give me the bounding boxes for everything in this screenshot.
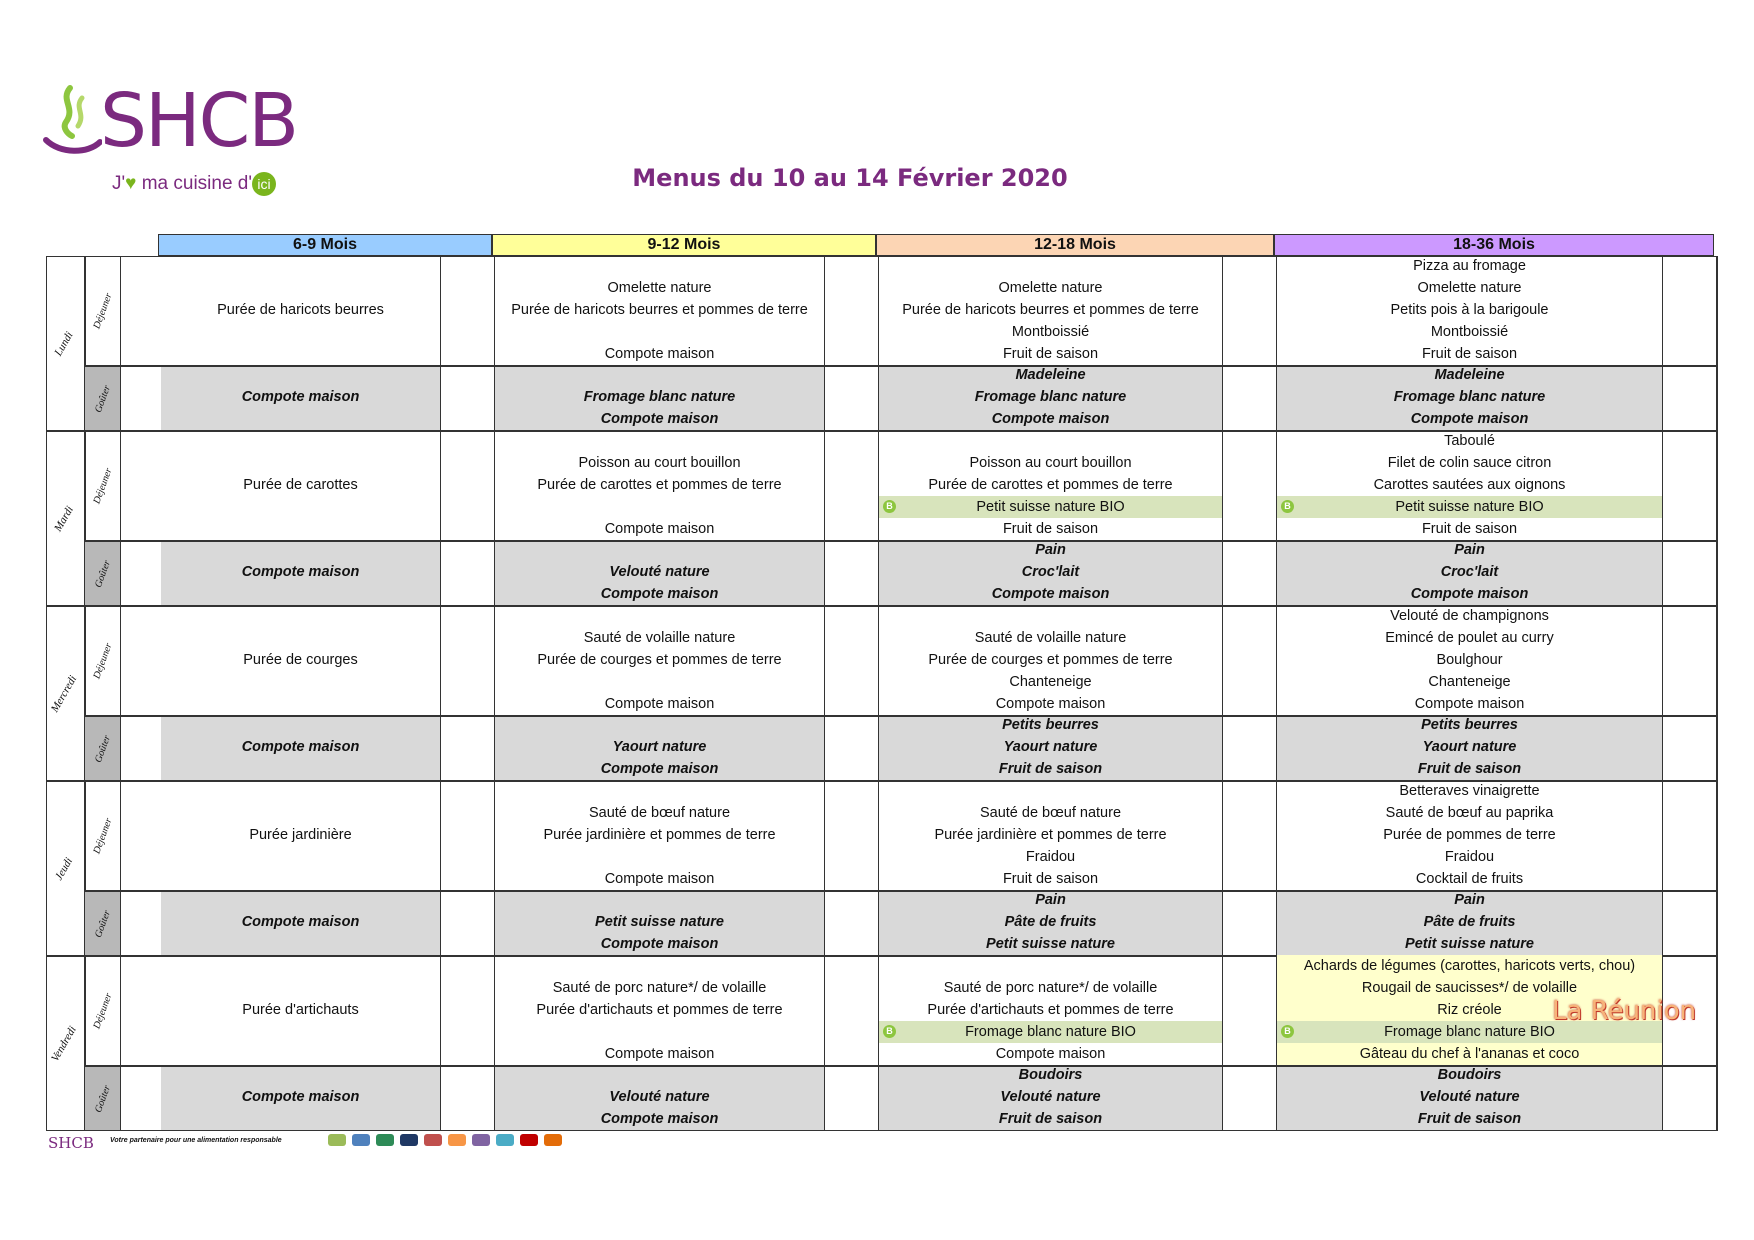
menu-item: Fromage blanc nature BIO xyxy=(965,1024,1136,1040)
menu-item: Velouté nature xyxy=(1419,1089,1520,1105)
menu-item: Fromage blanc nature xyxy=(583,389,736,405)
age-header: 9-12 Mois xyxy=(492,234,876,256)
menu-cell xyxy=(879,367,1277,430)
menu-cell xyxy=(1277,367,1717,430)
meal-label: Déjeuner xyxy=(90,816,115,856)
menu-item: Sauté de bœuf nature xyxy=(979,805,1122,821)
menu-item: Croc'lait xyxy=(1021,564,1080,580)
menu-item: Petits beurres xyxy=(1421,717,1518,733)
label-icon xyxy=(472,1134,490,1146)
menu-cell xyxy=(495,542,879,605)
menu-item: Purée d'artichauts xyxy=(242,1002,359,1018)
menu-item: Purée jardinière et pommes de terre xyxy=(934,827,1167,843)
menu-item: Rougail de saucisses*/ de volaille xyxy=(1361,980,1578,996)
menu-cell xyxy=(161,432,495,540)
menu-item: Achards de légumes (carottes, haricots verts, chou) xyxy=(1303,958,1636,974)
menu-cell xyxy=(495,957,879,1065)
meal-label: Déjeuner xyxy=(90,466,115,506)
menu-item: Velouté nature xyxy=(609,564,710,580)
menu-item: Compote maison xyxy=(604,1046,715,1062)
menu-item: Purée de carottes xyxy=(243,477,358,493)
menu-item: Pain xyxy=(1035,542,1066,558)
menu-item: Fruit de saison xyxy=(998,761,1103,777)
menu-item: Taboulé xyxy=(1444,433,1495,449)
menu-item: Velouté de champignons xyxy=(1390,608,1549,624)
menu-item: Purée d'artichauts et pommes de terre xyxy=(536,1002,783,1018)
menu-item: Petits beurres xyxy=(1002,717,1099,733)
menu-item: Purée d'artichauts et pommes de terre xyxy=(927,1002,1174,1018)
gouter-row xyxy=(84,541,1718,606)
bio-icon: B xyxy=(1281,1025,1294,1038)
menu-item: Madeleine xyxy=(1015,367,1086,383)
menu-item: Pizza au fromage xyxy=(1413,258,1526,274)
dejeuner-row xyxy=(84,956,1718,1066)
menu-item: Pain xyxy=(1454,892,1485,908)
label-icon xyxy=(352,1134,370,1146)
menu-item: Petit suisse nature BIO xyxy=(976,499,1125,515)
menu-item: Fromage blanc nature BIO xyxy=(1384,1024,1555,1040)
menu-item: Petit suisse nature xyxy=(986,936,1115,952)
menu-item: Boulghour xyxy=(1436,652,1503,668)
menu-cell xyxy=(879,892,1277,955)
menu-cell xyxy=(1277,542,1717,605)
menu-cell xyxy=(161,607,495,715)
day-label-mercredi: Mercredi xyxy=(46,606,86,781)
shcb-logo xyxy=(42,78,332,204)
menu-item: Compote maison xyxy=(241,1089,360,1105)
meal-label: Goûter xyxy=(92,733,113,764)
bio-icon: B xyxy=(883,1025,896,1038)
menu-cell xyxy=(879,542,1277,605)
age-header: 12-18 Mois xyxy=(876,234,1274,256)
menu-cell xyxy=(495,257,879,365)
menu-item: Fraidou xyxy=(1444,849,1495,865)
menu-item: Sauté de porc nature*/ de volaille xyxy=(943,980,1158,996)
menu-item: Velouté nature xyxy=(1000,1089,1101,1105)
menu-item: Chanteneige xyxy=(1428,674,1511,690)
menu-item: Montboissié xyxy=(1430,324,1509,340)
label-icon xyxy=(424,1134,442,1146)
gouter-row xyxy=(84,716,1718,781)
menu-item: Compote maison xyxy=(600,936,719,952)
label-icon xyxy=(328,1134,346,1146)
label-icon xyxy=(496,1134,514,1146)
meal-label: Goûter xyxy=(92,908,113,939)
menu-cell xyxy=(879,717,1277,780)
menu-item: Filet de colin sauce citron xyxy=(1387,455,1552,471)
menu-item: Petit suisse nature BIO xyxy=(1395,499,1544,515)
menu-cell xyxy=(161,1067,495,1130)
steam-icon xyxy=(42,84,102,164)
menu-cell xyxy=(1277,782,1717,890)
menu-cell xyxy=(495,432,879,540)
menu-item: Compote maison xyxy=(1414,696,1525,712)
menu-item: Compote maison xyxy=(604,696,715,712)
menu-item: Montboissié xyxy=(1011,324,1090,340)
menu-item: Boudoirs xyxy=(1018,1067,1083,1083)
footer-brand: SHCB xyxy=(48,1134,94,1152)
menu-cell xyxy=(161,957,495,1065)
menu-item: Poisson au court bouillon xyxy=(578,455,741,471)
menu-item: Compote maison xyxy=(600,411,719,427)
day-label-vendredi: Vendredi xyxy=(46,956,86,1131)
menu-item: Fruit de saison xyxy=(1417,1111,1522,1127)
meal-label: Déjeuner xyxy=(90,291,115,331)
gouter-row xyxy=(84,366,1718,431)
dejeuner-row xyxy=(84,431,1718,541)
menu-item: Compote maison xyxy=(604,871,715,887)
menu-item: Fruit de saison xyxy=(1421,346,1518,362)
menu-cell xyxy=(495,367,879,430)
menu-item: Purée de courges et pommes de terre xyxy=(537,652,782,668)
menu-cell xyxy=(879,607,1277,715)
menu-item: Purée de courges et pommes de terre xyxy=(928,652,1173,668)
menu-item: Petit suisse nature xyxy=(595,914,724,930)
menu-item: Carottes sautées aux oignons xyxy=(1373,477,1566,493)
menu-item: Compote maison xyxy=(600,1111,719,1127)
menu-item: Fromage blanc nature xyxy=(1393,389,1546,405)
menu-item: Fruit de saison xyxy=(1417,761,1522,777)
menu-item: Fruit de saison xyxy=(1421,521,1518,537)
day-label-mardi: Mardi xyxy=(46,431,86,606)
menu-item: Compote maison xyxy=(1410,411,1529,427)
menu-item: Compote maison xyxy=(600,586,719,602)
menu-item: Compote maison xyxy=(991,586,1110,602)
menu-cell xyxy=(1277,892,1717,955)
menu-item: Purée de carottes et pommes de terre xyxy=(537,477,782,493)
label-icon xyxy=(376,1134,394,1146)
gouter-row xyxy=(84,1066,1718,1131)
menu-item: Yaourt nature xyxy=(612,739,707,755)
logo-tagline: J'♥ ma cuisine d' ici xyxy=(112,172,276,196)
meal-label: Goûter xyxy=(92,1083,113,1114)
menu-item: Purée de courges xyxy=(243,652,358,668)
menu-item: Compote maison xyxy=(1410,586,1529,602)
menu-item: Fruit de saison xyxy=(1002,521,1099,537)
menu-cell xyxy=(879,957,1277,1065)
menu-item: Purée de pommes de terre xyxy=(1383,827,1556,843)
menu-item: Yaourt nature xyxy=(1422,739,1517,755)
bio-icon: B xyxy=(883,500,896,513)
menu-cell xyxy=(495,782,879,890)
heart-icon: ♥ xyxy=(125,173,137,194)
age-header: 18-36 Mois xyxy=(1274,234,1714,256)
meal-label: Goûter xyxy=(92,558,113,589)
menu-item: Compote maison xyxy=(995,1046,1106,1062)
label-badges xyxy=(328,1134,698,1148)
menu-cell xyxy=(161,782,495,890)
menu-item: Omelette nature xyxy=(1417,280,1522,296)
footer-tagline: Votre partenaire pour une alimentation responsable xyxy=(110,1137,282,1144)
menu-item: Betteraves vinaigrette xyxy=(1399,783,1540,799)
menu-item: Poisson au court bouillon xyxy=(969,455,1132,471)
menu-item: Pain xyxy=(1035,892,1066,908)
menu-cell xyxy=(495,892,879,955)
menu-item: Purée de haricots beurres xyxy=(217,302,384,318)
label-icon xyxy=(520,1134,538,1146)
menu-cell xyxy=(161,717,495,780)
menu-item: Velouté nature xyxy=(609,1089,710,1105)
logo-wordmark: SHCB xyxy=(100,78,298,164)
menu-item: Pâte de fruits xyxy=(1423,914,1516,930)
menu-item: Purée de haricots beurres et pommes de terre xyxy=(511,302,808,318)
menu-item: Sauté de bœuf au paprika xyxy=(1385,805,1554,821)
menu-item: Compote maison xyxy=(604,346,715,362)
bio-icon: B xyxy=(1281,500,1294,513)
menu-item: Sauté de porc nature*/ de volaille xyxy=(552,980,767,996)
label-icon xyxy=(544,1134,562,1146)
page-title: Menus du 10 au 14 Février 2020 xyxy=(632,164,1068,192)
menu-cell xyxy=(879,782,1277,890)
menu-item: Boudoirs xyxy=(1437,1067,1502,1083)
menu-item: Omelette nature xyxy=(998,280,1103,296)
label-icon xyxy=(400,1134,418,1146)
menu-cell xyxy=(1277,432,1717,540)
menu-item: Purée jardinière xyxy=(249,827,352,843)
meal-label: Goûter xyxy=(92,383,113,414)
menu-item: Fraidou xyxy=(1025,849,1076,865)
menu-item: Sauté de volaille nature xyxy=(974,630,1127,646)
reunion-badge: La Réunion xyxy=(1552,996,1697,1026)
meal-label: Déjeuner xyxy=(90,991,115,1031)
day-label-lundi: Lundi xyxy=(46,256,86,431)
menu-item: Purée jardinière et pommes de terre xyxy=(543,827,776,843)
label-icon xyxy=(448,1134,466,1146)
menu-item: Yaourt nature xyxy=(1003,739,1098,755)
day-label-jeudi: Jeudi xyxy=(46,781,86,956)
menu-item: Riz créole xyxy=(1437,1002,1502,1018)
footer xyxy=(48,1134,698,1150)
menu-item: Fromage blanc nature xyxy=(974,389,1127,405)
dejeuner-row xyxy=(84,256,1718,366)
menu-cell xyxy=(495,717,879,780)
menu-item: Compote maison xyxy=(241,564,360,580)
menu-item: Petits pois à la barigoule xyxy=(1390,302,1549,318)
menu-cell xyxy=(1277,607,1717,715)
age-header: 6-9 Mois xyxy=(158,234,492,256)
menu-cell xyxy=(1277,257,1717,365)
menu-item: Croc'lait xyxy=(1440,564,1499,580)
menu-item: Pâte de fruits xyxy=(1004,914,1097,930)
menu-item: Pain xyxy=(1454,542,1485,558)
menu-item: Compote maison xyxy=(604,521,715,537)
menu-item: Cocktail de fruits xyxy=(1415,871,1524,887)
menu-cell xyxy=(879,1067,1277,1130)
menu-cell xyxy=(161,892,495,955)
menu-item: Fruit de saison xyxy=(998,1111,1103,1127)
menu-cell xyxy=(161,257,495,365)
dejeuner-row xyxy=(84,781,1718,891)
menu-item: Fruit de saison xyxy=(1002,871,1099,887)
menu-cell xyxy=(1277,717,1717,780)
menu-cell xyxy=(1277,1067,1717,1130)
menu-item: Gâteau du chef à l'ananas et coco xyxy=(1359,1046,1580,1062)
menu-item: Purée de haricots beurres et pommes de terre xyxy=(902,302,1199,318)
menu-item: Omelette nature xyxy=(607,280,712,296)
dejeuner-row xyxy=(84,606,1718,716)
menu-item: Compote maison xyxy=(991,411,1110,427)
menu-item: Fruit de saison xyxy=(1002,346,1099,362)
menu-item: Chanteneige xyxy=(1009,674,1092,690)
menu-item: Compote maison xyxy=(241,739,360,755)
menu-item: Sauté de volaille nature xyxy=(583,630,736,646)
menu-cell xyxy=(495,1067,879,1130)
menu-item: Compote maison xyxy=(995,696,1106,712)
menu-item: Madeleine xyxy=(1434,367,1505,383)
menu-item: Sauté de bœuf nature xyxy=(588,805,731,821)
menu-item: Petit suisse nature xyxy=(1405,936,1534,952)
menu-cell xyxy=(495,607,879,715)
menu-item: Purée de carottes et pommes de terre xyxy=(928,477,1173,493)
menu-cell xyxy=(161,367,495,430)
menu-item: Compote maison xyxy=(241,914,360,930)
menu-cell xyxy=(879,432,1277,540)
menu-item: Compote maison xyxy=(600,761,719,777)
meal-label: Déjeuner xyxy=(90,641,115,681)
menu-cell xyxy=(161,542,495,605)
menu-item: Compote maison xyxy=(241,389,360,405)
gouter-row xyxy=(84,891,1718,956)
menu-cell xyxy=(879,257,1277,365)
menu-item: Emincé de poulet au curry xyxy=(1385,630,1554,646)
